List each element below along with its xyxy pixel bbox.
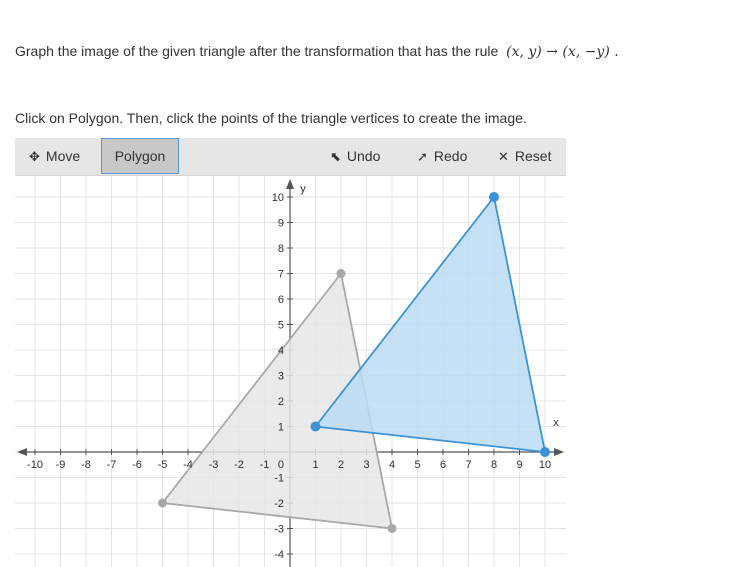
x-axis-left-arrow: [17, 448, 27, 456]
y-tick-label: 9: [277, 217, 284, 230]
move-arrows-icon: ✥: [29, 149, 40, 164]
x-tick-label: 10: [538, 459, 552, 471]
y-tick-label: -1: [274, 472, 284, 485]
y-tick-label: 2: [277, 396, 284, 408]
prompt-text: Graph the image of the given triangle after the transformation that has the rule: [15, 43, 499, 59]
original-triangle-vertex: [337, 269, 346, 278]
x-tick-label: -4: [183, 459, 193, 471]
origin-label: 0: [277, 459, 284, 471]
y-tick-label: -3: [274, 523, 284, 536]
undo-arrow-icon: ⬉: [330, 149, 341, 164]
y-tick-label: -2: [274, 498, 284, 510]
x-tick-label: 8: [490, 459, 498, 471]
x-axis-label: x: [553, 417, 559, 429]
x-tick-label: 5: [414, 459, 421, 471]
redo-button[interactable]: [417, 138, 467, 175]
move-label: Move: [45, 148, 81, 164]
x-tick-label: -9: [55, 459, 66, 471]
triangles: [158, 192, 550, 533]
instruction-text: Click on Polygon. Then, click the points of the triangle vertices to create the image.: [15, 110, 527, 126]
x-tick-label: -8: [81, 459, 91, 471]
x-tick-label: -3: [208, 459, 219, 471]
undo-button[interactable]: [330, 138, 380, 175]
reset-button[interactable]: [498, 138, 551, 175]
x-axis-right-arrow: [554, 448, 564, 456]
x-tick-label: -1: [259, 459, 270, 471]
redo-arrow-icon: ➚: [417, 149, 428, 164]
x-tick-label: 7: [465, 459, 472, 471]
original-triangle-vertex: [158, 499, 167, 508]
y-tick-label: 5: [277, 319, 284, 332]
y-tick-label: 3: [277, 370, 284, 383]
y-tick-label: -4: [274, 549, 284, 561]
y-axis-up-arrow: [286, 179, 294, 189]
transformation-rule: (x, y) → (x, −y) .: [506, 44, 619, 60]
x-tick-label: -2: [234, 459, 244, 471]
x-tick-label: -10: [27, 459, 43, 471]
undo-label: Undo: [346, 148, 381, 164]
drawn-image-triangle-vertex: [311, 422, 321, 432]
coordinate-graph[interactable]: [15, 176, 566, 567]
x-tick-label: 4: [388, 459, 396, 471]
y-tick-label: 4: [277, 345, 284, 357]
y-tick-label: 1: [277, 421, 284, 434]
move-button[interactable]: [29, 138, 80, 175]
reset-label: Reset: [514, 148, 552, 164]
drawn-image-triangle-vertex: [540, 447, 550, 457]
y-axis-label: y: [300, 183, 306, 195]
x-tick-label: 1: [312, 459, 319, 471]
original-triangle-vertex: [388, 524, 397, 533]
y-tick-label: 7: [277, 268, 284, 281]
x-tick-label: 2: [337, 459, 345, 471]
x-tick-label: -7: [106, 459, 117, 471]
graph-toolbar: [15, 138, 566, 176]
polygon-button[interactable]: [101, 138, 179, 174]
x-tick-label: 6: [439, 459, 447, 471]
redo-label: Redo: [433, 148, 468, 164]
x-tick-label: 3: [363, 459, 370, 471]
question-prompt: [15, 43, 619, 60]
polygon-label: Polygon: [114, 148, 166, 164]
x-tick-label: -5: [157, 459, 168, 471]
y-tick-label: 10: [271, 192, 284, 204]
y-tick-label: 8: [277, 243, 284, 255]
y-tick-label: 6: [277, 294, 284, 306]
drawn-image-triangle-vertex: [489, 192, 499, 202]
x-tick-label: -6: [132, 459, 142, 471]
close-x-icon: ✕: [498, 149, 509, 164]
x-tick-label: 9: [516, 459, 523, 471]
